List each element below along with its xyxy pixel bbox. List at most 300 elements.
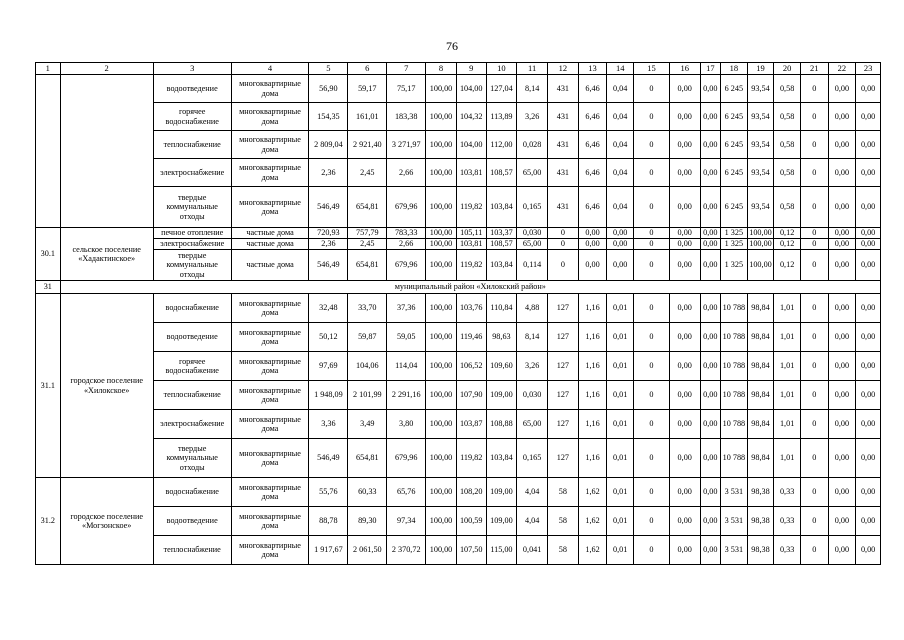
value-cell: 546,49 bbox=[309, 439, 348, 478]
value-cell: 0,00 bbox=[700, 75, 720, 103]
value-cell: 0,58 bbox=[774, 159, 801, 187]
value-cell: 2,45 bbox=[348, 159, 387, 187]
housing-type-cell: многоквартирные дома bbox=[231, 536, 309, 565]
value-cell: 65,00 bbox=[517, 410, 548, 439]
value-cell: 113,89 bbox=[486, 103, 517, 131]
value-cell: 10 788 bbox=[721, 381, 748, 410]
value-cell: 0,00 bbox=[578, 228, 607, 239]
value-cell: 103,84 bbox=[486, 187, 517, 228]
housing-type-cell: многоквартирные дома bbox=[231, 294, 309, 323]
value-cell: 0,00 bbox=[828, 131, 856, 159]
value-cell: 1,16 bbox=[578, 352, 607, 381]
value-cell: 0,00 bbox=[669, 250, 700, 281]
value-cell: 10 788 bbox=[721, 410, 748, 439]
value-cell: 100,00 bbox=[426, 536, 457, 565]
value-cell: 98,84 bbox=[747, 294, 774, 323]
value-cell: 100,00 bbox=[426, 439, 457, 478]
value-cell: 0,00 bbox=[669, 507, 700, 536]
value-cell: 100,00 bbox=[426, 381, 457, 410]
value-cell: 108,57 bbox=[486, 159, 517, 187]
value-cell: 58 bbox=[548, 507, 579, 536]
value-cell: 0,58 bbox=[774, 131, 801, 159]
value-cell: 0,00 bbox=[856, 439, 881, 478]
value-cell: 0,041 bbox=[517, 536, 548, 565]
value-cell: 654,81 bbox=[348, 187, 387, 228]
value-cell: 3 271,97 bbox=[387, 131, 426, 159]
value-cell: 1,01 bbox=[774, 381, 801, 410]
value-cell: 0,00 bbox=[669, 323, 700, 352]
value-cell: 0,00 bbox=[700, 239, 720, 250]
value-cell: 103,81 bbox=[456, 159, 486, 187]
housing-type-cell: многоквартирные дома bbox=[231, 478, 309, 507]
table-row bbox=[36, 536, 881, 565]
settlement-name: городское поселение «Хилокское» bbox=[60, 294, 153, 478]
value-cell: 3,80 bbox=[387, 410, 426, 439]
settlement-name bbox=[60, 75, 153, 228]
column-number-cell: 5 bbox=[309, 63, 348, 75]
value-cell: 0,00 bbox=[828, 103, 856, 131]
row-number: 30.1 bbox=[36, 228, 61, 281]
value-cell: 103,87 bbox=[456, 410, 486, 439]
table-row bbox=[36, 478, 881, 507]
value-cell: 0 bbox=[800, 507, 828, 536]
value-cell: 104,06 bbox=[348, 352, 387, 381]
row-number: 31.2 bbox=[36, 478, 61, 565]
value-cell: 127 bbox=[548, 352, 579, 381]
value-cell: 65,00 bbox=[517, 159, 548, 187]
service-cell: водоснабжение bbox=[153, 478, 231, 507]
value-cell: 100,00 bbox=[426, 507, 457, 536]
column-number-cell: 10 bbox=[486, 63, 517, 75]
column-number-cell: 6 bbox=[348, 63, 387, 75]
housing-type-cell: многоквартирные дома bbox=[231, 381, 309, 410]
value-cell: 0 bbox=[800, 323, 828, 352]
value-cell: 127 bbox=[548, 410, 579, 439]
value-cell: 58 bbox=[548, 478, 579, 507]
value-cell: 0 bbox=[634, 439, 670, 478]
value-cell: 1,16 bbox=[578, 381, 607, 410]
table-row bbox=[36, 159, 881, 187]
value-cell: 0,01 bbox=[607, 381, 634, 410]
table-row bbox=[36, 507, 881, 536]
value-cell: 1,16 bbox=[578, 323, 607, 352]
value-cell: 0,00 bbox=[578, 239, 607, 250]
value-cell: 58 bbox=[548, 536, 579, 565]
settlement-name: городское поселение «Могзонское» bbox=[60, 478, 153, 565]
value-cell: 2 921,40 bbox=[348, 131, 387, 159]
value-cell: 89,30 bbox=[348, 507, 387, 536]
value-cell: 6,46 bbox=[578, 103, 607, 131]
value-cell: 106,52 bbox=[456, 352, 486, 381]
district-name: муниципальный район «Хилокский район» bbox=[60, 281, 880, 294]
value-cell: 33,70 bbox=[348, 294, 387, 323]
value-cell: 154,35 bbox=[309, 103, 348, 131]
value-cell: 109,00 bbox=[486, 507, 517, 536]
column-number-cell: 15 bbox=[634, 63, 670, 75]
value-cell: 0,00 bbox=[828, 507, 856, 536]
value-cell: 0,00 bbox=[700, 250, 720, 281]
value-cell: 0,04 bbox=[607, 187, 634, 228]
table-row bbox=[36, 228, 881, 239]
page-number: 76 bbox=[446, 39, 458, 53]
table-row bbox=[36, 75, 881, 103]
service-cell: водоотведение bbox=[153, 75, 231, 103]
value-cell: 0 bbox=[800, 381, 828, 410]
value-cell: 0 bbox=[634, 294, 670, 323]
value-cell: 0,00 bbox=[700, 159, 720, 187]
value-cell: 100,00 bbox=[747, 228, 774, 239]
table-row bbox=[36, 239, 881, 250]
value-cell: 0,58 bbox=[774, 75, 801, 103]
value-cell: 115,00 bbox=[486, 536, 517, 565]
value-cell: 757,79 bbox=[348, 228, 387, 239]
service-cell: водоотведение bbox=[153, 323, 231, 352]
value-cell: 0 bbox=[800, 352, 828, 381]
value-cell: 0,00 bbox=[669, 410, 700, 439]
value-cell: 0,00 bbox=[856, 352, 881, 381]
value-cell: 0 bbox=[548, 250, 579, 281]
value-cell: 0,00 bbox=[669, 439, 700, 478]
value-cell: 98,38 bbox=[747, 507, 774, 536]
value-cell: 88,78 bbox=[309, 507, 348, 536]
value-cell: 103,81 bbox=[456, 239, 486, 250]
value-cell: 93,54 bbox=[747, 75, 774, 103]
value-cell: 59,05 bbox=[387, 323, 426, 352]
column-number-cell: 4 bbox=[231, 63, 309, 75]
value-cell: 4,04 bbox=[517, 507, 548, 536]
value-cell: 1,01 bbox=[774, 352, 801, 381]
value-cell: 10 788 bbox=[721, 439, 748, 478]
value-cell: 4,04 bbox=[517, 478, 548, 507]
value-cell: 98,84 bbox=[747, 323, 774, 352]
value-cell: 0,00 bbox=[828, 352, 856, 381]
column-number-cell: 7 bbox=[387, 63, 426, 75]
value-cell: 100,00 bbox=[426, 131, 457, 159]
value-cell: 0,00 bbox=[700, 439, 720, 478]
table-row bbox=[36, 131, 881, 159]
value-cell: 100,00 bbox=[426, 352, 457, 381]
value-cell: 0,00 bbox=[607, 228, 634, 239]
value-cell: 3,26 bbox=[517, 352, 548, 381]
value-cell: 0,00 bbox=[669, 228, 700, 239]
value-cell: 720,93 bbox=[309, 228, 348, 239]
value-cell: 0,030 bbox=[517, 228, 548, 239]
value-cell: 1 325 bbox=[721, 250, 748, 281]
value-cell: 10 788 bbox=[721, 323, 748, 352]
table-row bbox=[36, 103, 881, 131]
value-cell: 0,00 bbox=[669, 536, 700, 565]
value-cell: 0 bbox=[634, 131, 670, 159]
value-cell: 2,66 bbox=[387, 159, 426, 187]
value-cell: 100,00 bbox=[426, 239, 457, 250]
value-cell: 2,45 bbox=[348, 239, 387, 250]
value-cell: 0,00 bbox=[856, 507, 881, 536]
value-cell: 59,87 bbox=[348, 323, 387, 352]
housing-type-cell: частные дома bbox=[231, 228, 309, 239]
value-cell: 0,00 bbox=[856, 75, 881, 103]
value-cell: 0 bbox=[634, 75, 670, 103]
value-cell: 0,00 bbox=[856, 159, 881, 187]
value-cell: 10 788 bbox=[721, 294, 748, 323]
value-cell: 3 531 bbox=[721, 536, 748, 565]
value-cell: 103,76 bbox=[456, 294, 486, 323]
service-cell: водоснабжение bbox=[153, 294, 231, 323]
value-cell: 1,01 bbox=[774, 323, 801, 352]
row-number bbox=[36, 75, 61, 228]
value-cell: 98,84 bbox=[747, 439, 774, 478]
column-number-row bbox=[36, 63, 881, 75]
value-cell: 6 245 bbox=[721, 131, 748, 159]
value-cell: 3 531 bbox=[721, 478, 748, 507]
value-cell: 0,01 bbox=[607, 478, 634, 507]
value-cell: 0,00 bbox=[856, 536, 881, 565]
table-row bbox=[36, 381, 881, 410]
value-cell: 431 bbox=[548, 131, 579, 159]
value-cell: 0,12 bbox=[774, 239, 801, 250]
value-cell: 0,00 bbox=[856, 228, 881, 239]
value-cell: 0,00 bbox=[669, 75, 700, 103]
value-cell: 107,90 bbox=[456, 381, 486, 410]
value-cell: 1,01 bbox=[774, 439, 801, 478]
service-cell: твердые коммунальные отходы bbox=[153, 250, 231, 281]
value-cell: 679,96 bbox=[387, 250, 426, 281]
housing-type-cell: многоквартирные дома bbox=[231, 323, 309, 352]
value-cell: 0,00 bbox=[700, 352, 720, 381]
value-cell: 3 531 bbox=[721, 507, 748, 536]
value-cell: 0,00 bbox=[669, 159, 700, 187]
value-cell: 98,84 bbox=[747, 352, 774, 381]
column-number-cell: 11 bbox=[517, 63, 548, 75]
value-cell: 431 bbox=[548, 187, 579, 228]
value-cell: 0 bbox=[548, 228, 579, 239]
value-cell: 100,00 bbox=[426, 159, 457, 187]
value-cell: 103,84 bbox=[486, 250, 517, 281]
column-number-cell: 20 bbox=[774, 63, 801, 75]
value-cell: 2 061,50 bbox=[348, 536, 387, 565]
value-cell: 0 bbox=[800, 75, 828, 103]
column-number-cell: 9 bbox=[456, 63, 486, 75]
service-cell: твердые коммунальные отходы bbox=[153, 439, 231, 478]
value-cell: 6,46 bbox=[578, 75, 607, 103]
value-cell: 103,84 bbox=[486, 439, 517, 478]
value-cell: 6 245 bbox=[721, 103, 748, 131]
value-cell: 56,90 bbox=[309, 75, 348, 103]
value-cell: 110,84 bbox=[486, 294, 517, 323]
value-cell: 93,54 bbox=[747, 131, 774, 159]
value-cell: 0 bbox=[800, 159, 828, 187]
value-cell: 109,00 bbox=[486, 381, 517, 410]
value-cell: 161,01 bbox=[348, 103, 387, 131]
service-cell: электроснабжение bbox=[153, 410, 231, 439]
tariff-table bbox=[35, 62, 881, 565]
value-cell: 2,36 bbox=[309, 159, 348, 187]
value-cell: 0 bbox=[634, 228, 670, 239]
value-cell: 0,00 bbox=[669, 352, 700, 381]
value-cell: 0 bbox=[634, 187, 670, 228]
value-cell: 0,030 bbox=[517, 381, 548, 410]
value-cell: 0,00 bbox=[578, 250, 607, 281]
value-cell: 0 bbox=[634, 239, 670, 250]
value-cell: 0 bbox=[800, 228, 828, 239]
value-cell: 10 788 bbox=[721, 352, 748, 381]
value-cell: 37,36 bbox=[387, 294, 426, 323]
column-number-cell: 14 bbox=[607, 63, 634, 75]
value-cell: 0,00 bbox=[856, 187, 881, 228]
value-cell: 0,00 bbox=[669, 131, 700, 159]
housing-type-cell: многоквартирные дома bbox=[231, 103, 309, 131]
value-cell: 6 245 bbox=[721, 75, 748, 103]
value-cell: 0,00 bbox=[828, 250, 856, 281]
table-row bbox=[36, 250, 881, 281]
value-cell: 100,00 bbox=[426, 478, 457, 507]
value-cell: 0,00 bbox=[700, 294, 720, 323]
value-cell: 1,01 bbox=[774, 294, 801, 323]
value-cell: 108,88 bbox=[486, 410, 517, 439]
column-number-cell: 18 bbox=[721, 63, 748, 75]
value-cell: 4,88 bbox=[517, 294, 548, 323]
value-cell: 0,00 bbox=[669, 187, 700, 228]
value-cell: 0,04 bbox=[607, 159, 634, 187]
value-cell: 1,62 bbox=[578, 536, 607, 565]
value-cell: 546,49 bbox=[309, 250, 348, 281]
service-cell: горячее водоснабжение bbox=[153, 352, 231, 381]
value-cell: 0,33 bbox=[774, 478, 801, 507]
value-cell: 100,00 bbox=[426, 103, 457, 131]
value-cell: 546,49 bbox=[309, 187, 348, 228]
value-cell: 0 bbox=[634, 352, 670, 381]
value-cell: 98,63 bbox=[486, 323, 517, 352]
value-cell: 109,00 bbox=[486, 478, 517, 507]
column-number-cell: 3 bbox=[153, 63, 231, 75]
value-cell: 0 bbox=[800, 187, 828, 228]
value-cell: 0,58 bbox=[774, 103, 801, 131]
value-cell: 0,00 bbox=[700, 187, 720, 228]
value-cell: 104,00 bbox=[456, 75, 486, 103]
value-cell: 1,16 bbox=[578, 294, 607, 323]
column-number-cell: 22 bbox=[828, 63, 856, 75]
value-cell: 0,00 bbox=[669, 381, 700, 410]
value-cell: 0,00 bbox=[828, 478, 856, 507]
column-number-cell: 2 bbox=[60, 63, 153, 75]
housing-type-cell: частные дома bbox=[231, 239, 309, 250]
value-cell: 0,00 bbox=[828, 228, 856, 239]
value-cell: 0,01 bbox=[607, 439, 634, 478]
value-cell: 0,00 bbox=[700, 323, 720, 352]
housing-type-cell: многоквартирные дома bbox=[231, 352, 309, 381]
value-cell: 103,37 bbox=[486, 228, 517, 239]
value-cell: 431 bbox=[548, 159, 579, 187]
value-cell: 0,04 bbox=[607, 103, 634, 131]
value-cell: 1,62 bbox=[578, 507, 607, 536]
housing-type-cell: многоквартирные дома bbox=[231, 159, 309, 187]
value-cell: 32,48 bbox=[309, 294, 348, 323]
value-cell: 60,33 bbox=[348, 478, 387, 507]
value-cell: 0,01 bbox=[607, 294, 634, 323]
value-cell: 59,17 bbox=[348, 75, 387, 103]
value-cell: 8,14 bbox=[517, 75, 548, 103]
value-cell: 0,00 bbox=[856, 250, 881, 281]
value-cell: 6,46 bbox=[578, 131, 607, 159]
value-cell: 0,00 bbox=[700, 410, 720, 439]
value-cell: 0 bbox=[800, 239, 828, 250]
value-cell: 0,00 bbox=[669, 239, 700, 250]
value-cell: 3,36 bbox=[309, 410, 348, 439]
value-cell: 100,59 bbox=[456, 507, 486, 536]
value-cell: 0,00 bbox=[856, 103, 881, 131]
value-cell: 0,00 bbox=[700, 228, 720, 239]
value-cell: 2,66 bbox=[387, 239, 426, 250]
value-cell: 2 809,04 bbox=[309, 131, 348, 159]
service-cell: горячее водоснабжение bbox=[153, 103, 231, 131]
value-cell: 0,00 bbox=[828, 323, 856, 352]
table-row bbox=[36, 352, 881, 381]
value-cell: 98,38 bbox=[747, 478, 774, 507]
value-cell: 6 245 bbox=[721, 187, 748, 228]
value-cell: 0,00 bbox=[856, 410, 881, 439]
value-cell: 119,82 bbox=[456, 439, 486, 478]
value-cell: 104,32 bbox=[456, 103, 486, 131]
service-cell: электроснабжение bbox=[153, 159, 231, 187]
value-cell: 98,84 bbox=[747, 381, 774, 410]
value-cell: 0,165 bbox=[517, 187, 548, 228]
value-cell: 100,00 bbox=[747, 250, 774, 281]
value-cell: 100,00 bbox=[426, 75, 457, 103]
value-cell: 0,01 bbox=[607, 507, 634, 536]
value-cell: 1,01 bbox=[774, 410, 801, 439]
value-cell: 0,12 bbox=[774, 228, 801, 239]
value-cell: 0 bbox=[634, 250, 670, 281]
housing-type-cell: многоквартирные дома bbox=[231, 439, 309, 478]
value-cell: 0,00 bbox=[856, 239, 881, 250]
table-row bbox=[36, 439, 881, 478]
value-cell: 0 bbox=[634, 410, 670, 439]
value-cell: 0,58 bbox=[774, 187, 801, 228]
value-cell: 114,04 bbox=[387, 352, 426, 381]
value-cell: 0,114 bbox=[517, 250, 548, 281]
value-cell: 0 bbox=[634, 381, 670, 410]
value-cell: 0,33 bbox=[774, 507, 801, 536]
value-cell: 6,46 bbox=[578, 159, 607, 187]
value-cell: 0 bbox=[800, 410, 828, 439]
value-cell: 3,26 bbox=[517, 103, 548, 131]
value-cell: 0,12 bbox=[774, 250, 801, 281]
housing-type-cell: многоквартирные дома bbox=[231, 131, 309, 159]
value-cell: 431 bbox=[548, 103, 579, 131]
value-cell: 50,12 bbox=[309, 323, 348, 352]
value-cell: 0 bbox=[634, 478, 670, 507]
value-cell: 0,04 bbox=[607, 131, 634, 159]
value-cell: 55,76 bbox=[309, 478, 348, 507]
value-cell: 431 bbox=[548, 75, 579, 103]
value-cell: 75,17 bbox=[387, 75, 426, 103]
column-number-cell: 8 bbox=[426, 63, 457, 75]
value-cell: 0,00 bbox=[700, 536, 720, 565]
value-cell: 6,46 bbox=[578, 187, 607, 228]
value-cell: 100,00 bbox=[426, 323, 457, 352]
value-cell: 1 917,67 bbox=[309, 536, 348, 565]
value-cell: 0,00 bbox=[607, 239, 634, 250]
value-cell: 97,34 bbox=[387, 507, 426, 536]
value-cell: 783,33 bbox=[387, 228, 426, 239]
value-cell: 104,00 bbox=[456, 131, 486, 159]
value-cell: 107,50 bbox=[456, 536, 486, 565]
value-cell: 98,38 bbox=[747, 536, 774, 565]
value-cell: 65,00 bbox=[517, 239, 548, 250]
value-cell: 100,00 bbox=[426, 294, 457, 323]
value-cell: 0,00 bbox=[856, 131, 881, 159]
value-cell: 1 948,09 bbox=[309, 381, 348, 410]
value-cell: 1,62 bbox=[578, 478, 607, 507]
